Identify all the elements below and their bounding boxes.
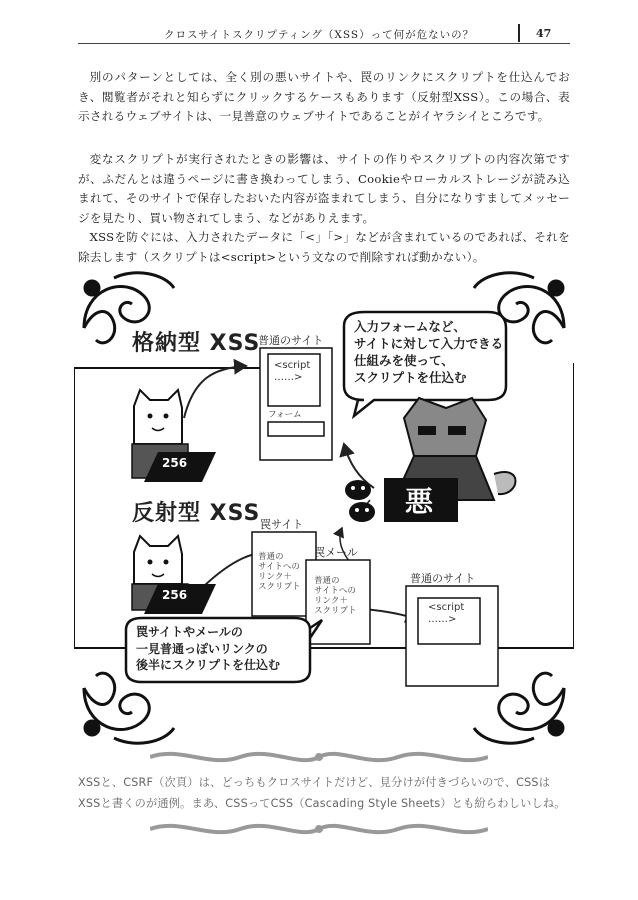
paragraph-3-text: XSSを防ぐには、入力されたデータに「<」「>」などが含まれているのであれば、それを除去します（スクリプトは<script>という文なので削除すれば動かない）。 <box>78 230 570 264</box>
laptop-label-bottom: 256 <box>162 588 188 602</box>
header-divider <box>518 24 520 42</box>
side-note <box>78 772 570 814</box>
form-label: フォーム <box>268 410 302 420</box>
villain-character <box>384 398 516 522</box>
paragraph-1-text: 別のパターンとしては、全く別の悪いサイトや、罠のリンクにスクリプトを仕込んでおき、閲覧者がそれと知らずにクリックするケースもあります（反射型XSS）。この場合、表示されるウェブサイトは、一見善意のウェブサイトであることがイヤラシイところです。 <box>78 70 570 124</box>
bubble-bottom-text: 罠サイトやメールの 一見普通っぽいリンクの 後半にスクリプトを仕込む <box>136 625 281 672</box>
user-cat-bottom <box>132 536 216 614</box>
note-line-1: XSSと、CSRF（次頁）は、どっちもクロスサイトだけど、見分けが付きづらいので、CSSは <box>78 776 551 789</box>
reflected-xss-title: 反射型 XSS <box>132 501 261 526</box>
normal-site-label-bottom: 普通のサイト <box>410 572 476 585</box>
corner-ornament-bottom-left <box>84 673 174 743</box>
running-title: クロスサイトスクリプティング（XSS）って何が危ないの？ <box>164 29 475 41</box>
bubble-top-text: 入力フォームなど、 サイトに対して入力できる 仕組みを使って、 スクリプトを仕込む <box>354 319 504 385</box>
trap-site-label: 罠サイト <box>260 518 304 531</box>
normal-site-label-top: 普通のサイト <box>258 334 324 347</box>
laptop-label-top: 256 <box>162 456 188 470</box>
divider-ornament-top <box>150 746 488 768</box>
script-snippet-top: <script ……> <box>274 360 311 383</box>
imp-1 <box>345 480 371 500</box>
villain-sign: 悪 <box>405 485 434 518</box>
stored-xss-title: 格納型 XSS <box>132 331 261 356</box>
page-header <box>78 24 570 46</box>
header-rule <box>78 43 570 44</box>
imp-2 <box>349 502 375 522</box>
xss-illustration <box>74 268 574 748</box>
trap-mail-label: 罠メール <box>314 546 358 559</box>
divider-ornament-bottom <box>150 818 488 840</box>
paragraph-1 <box>78 68 570 127</box>
paragraph-2-text: 変なスクリプトが実行されたときの影響は、サイトの作りやスクリプトの内容次第ですが、ふだんとは違うページに書き換わってしまう、Cookieやローカルストレージが読み込まれて、そのサイトで保存したおいた内容が盗まれてしまう、自分になりすましてメッセージを見たり、買い物されてしまう、などがありえます。 <box>78 152 570 225</box>
paragraph-2-3 <box>78 150 570 268</box>
trap-site-content: 普通の サイトへの リンク＋ スクリプト <box>258 552 301 592</box>
note-line-2: XSSと書くのが通例。まあ、CSSってCSS（Cascading Style Sheets）とも紛らわしいしね。 <box>78 797 566 810</box>
script-snippet-bottom: <script ……> <box>428 602 465 625</box>
page-number: 47 <box>536 27 552 40</box>
trap-mail-content: 普通の サイトへの リンク＋ スクリプト <box>314 576 357 616</box>
